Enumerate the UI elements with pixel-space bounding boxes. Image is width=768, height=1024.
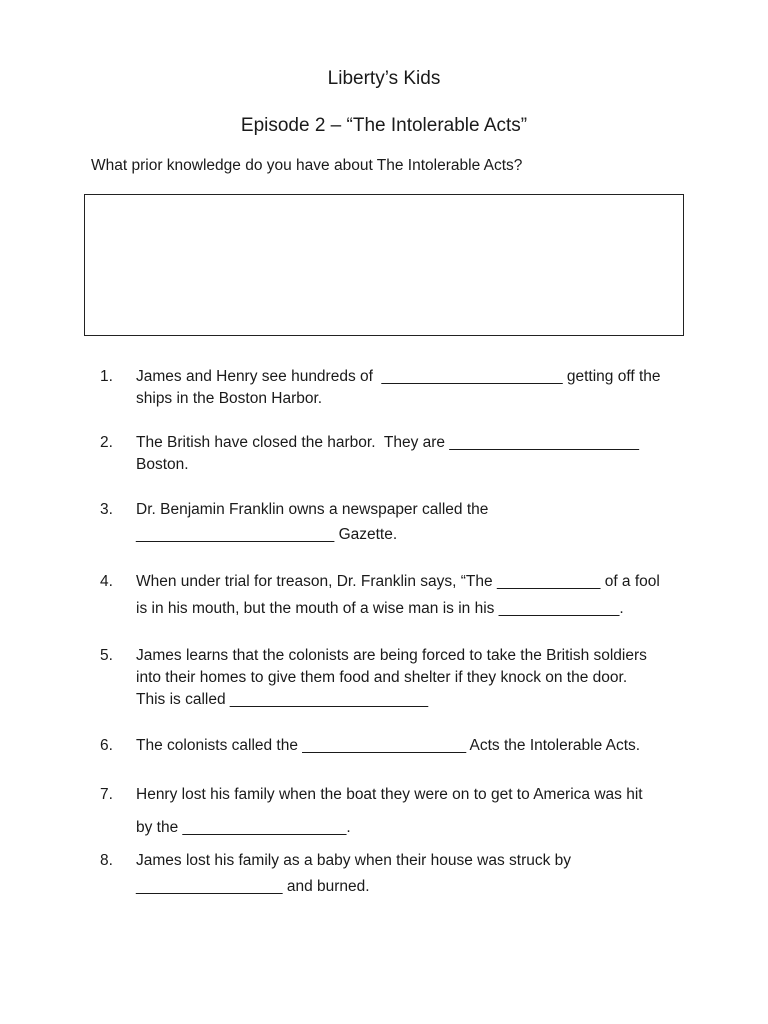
question-text [136, 366, 696, 410]
question-text [136, 432, 696, 476]
question-text [136, 571, 696, 620]
question-number: 8. [100, 852, 113, 869]
worksheet-title: Liberty’s Kids [327, 68, 441, 89]
question-text [136, 645, 696, 711]
prior-knowledge-answer-box[interactable] [84, 194, 684, 336]
question-line: The colonists called the ___________________ Acts the Intolerable Acts. [136, 737, 641, 754]
question-number: 1. [100, 368, 113, 385]
question-line: Henry lost his family when the boat they were on to get to America was hit [136, 786, 643, 803]
question-number: 6. [100, 737, 113, 754]
question-line: _________________ and burned. [136, 878, 370, 895]
question-line: is in his mouth, but the mouth of a wise man is in his ______________. [136, 600, 624, 617]
question-line: ships in the Boston Harbor. [136, 390, 323, 407]
question-number: 3. [100, 501, 113, 518]
question-text [136, 499, 696, 546]
question-line: _______________________ Gazette. [136, 526, 398, 543]
question-line: into their homes to give them food and shelter if they knock on the door. [136, 669, 628, 686]
question-number: 5. [100, 647, 113, 664]
question-line: Dr. Benjamin Franklin owns a newspaper called the [136, 501, 489, 518]
question-text [136, 850, 696, 898]
question-text [136, 735, 696, 757]
question-line: James and Henry see hundreds of _____________________ getting off the [136, 368, 661, 385]
question-line: The British have closed the harbor. They are ______________________ [136, 434, 639, 451]
question-line: by the ___________________. [136, 819, 351, 836]
question-line: James learns that the colonists are being forced to take the British soldiers [136, 647, 647, 664]
question-text [136, 784, 696, 839]
episode-subtitle: Episode 2 – “The Intolerable Acts” [240, 115, 528, 136]
question-line: James lost his family as a baby when their house was struck by [136, 852, 572, 869]
question-line: When under trial for treason, Dr. Franklin says, “The ____________ of a fool [136, 573, 660, 590]
question-line: Boston. [136, 456, 189, 473]
prior-knowledge-prompt: What prior knowledge do you have about The Intolerable Acts? [91, 157, 523, 174]
question-number: 2. [100, 434, 113, 451]
question-number: 4. [100, 573, 113, 590]
question-line: This is called _______________________ [136, 691, 429, 708]
question-number: 7. [100, 786, 113, 803]
